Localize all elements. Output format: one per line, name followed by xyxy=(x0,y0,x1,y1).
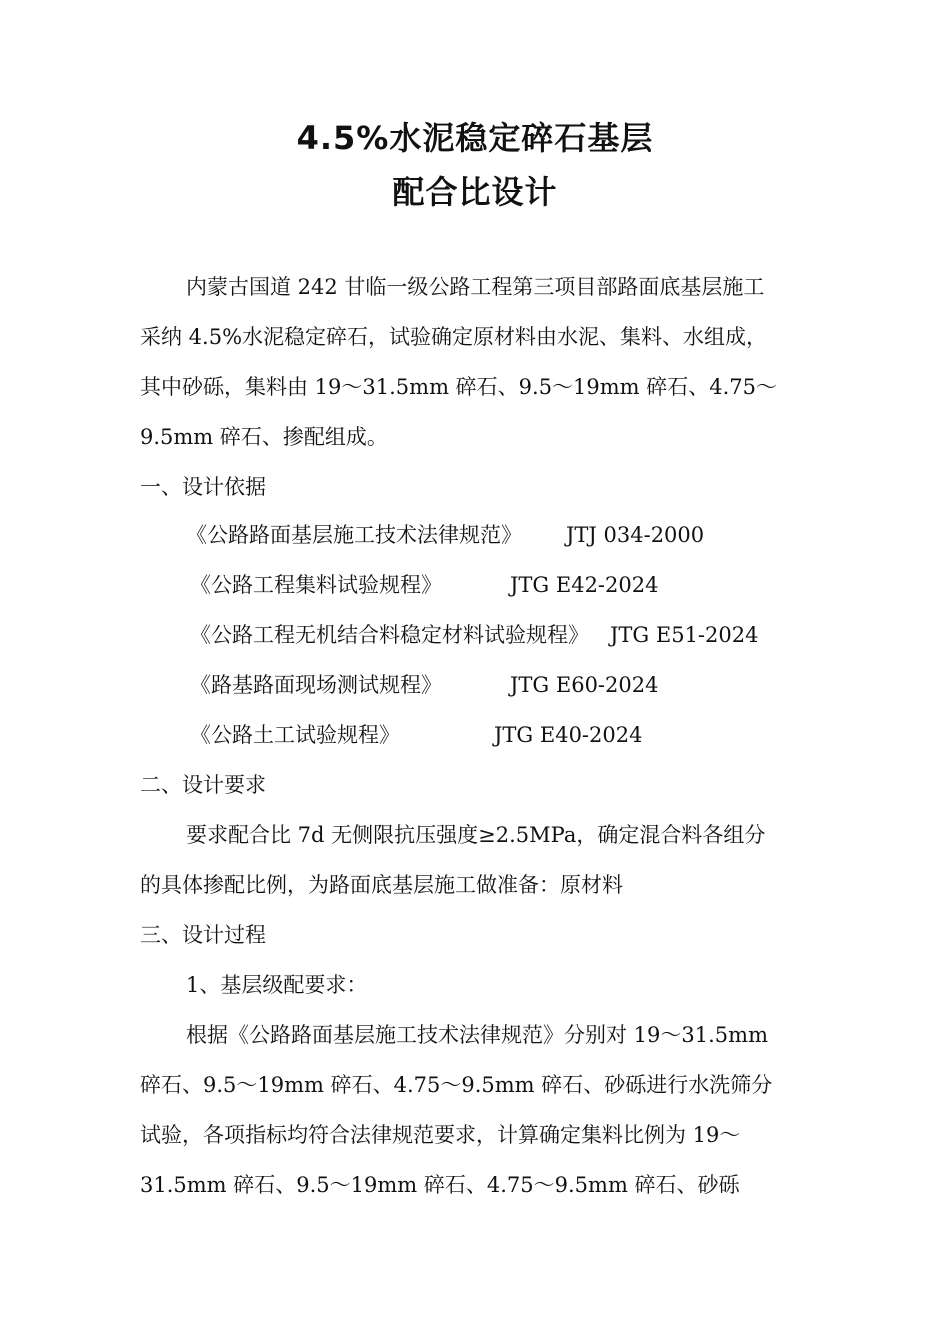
requirement-line: 的具体掺配比例，为路面底基层施工做准备：原材料 xyxy=(140,873,623,897)
standard-code: JTG E60-2024 xyxy=(510,673,659,697)
standard-name: 《路基路面现场测试规程》 xyxy=(190,673,442,697)
standard-code: JTG E51-2024 xyxy=(610,623,759,647)
standard-name: 《公路路面基层施工技术法律规范》 xyxy=(186,523,522,547)
standard-code: JTJ 034-2000 xyxy=(566,523,705,547)
section-heading-requirements: 二、设计要求 xyxy=(140,773,266,797)
standard-name: 《公路土工试验规程》 xyxy=(190,723,400,747)
process-line: 碎石、9.5～19mm 碎石、4.75～9.5mm 碎石、砂砾进行水洗筛分 xyxy=(140,1073,773,1097)
subsection-heading: 1、基层级配要求： xyxy=(186,973,368,997)
process-line: 根据《公路路面基层施工技术法律规范》分别对 19～31.5mm xyxy=(186,1023,768,1047)
intro-line: 内蒙古国道 242 甘临一级公路工程第三项目部路面底基层施工 xyxy=(186,275,765,299)
standard-code: JTG E42-2024 xyxy=(510,573,659,597)
section-heading-basis: 一、设计依据 xyxy=(140,475,266,499)
intro-line: 9.5mm 碎石、掺配组成。 xyxy=(140,425,388,449)
document-title-line1: 4.5%水泥稳定碎石基层 xyxy=(296,119,654,157)
intro-line: 采纳 4.5%水泥稳定碎石，试验确定原材料由水泥、集料、水组成， xyxy=(140,325,768,349)
process-line: 31.5mm 碎石、9.5～19mm 碎石、4.75～9.5mm 碎石、砂砾 xyxy=(140,1173,740,1197)
standard-name: 《公路工程无机结合料稳定材料试验规程》 xyxy=(190,623,589,647)
section-heading-process: 三、设计过程 xyxy=(140,923,266,947)
process-line: 试验，各项指标均符合法律规范要求，计算确定集料比例为 19～ xyxy=(140,1123,741,1147)
intro-line: 其中砂砾，集料由 19～31.5mm 碎石、9.5～19mm 碎石、4.75～ xyxy=(140,375,778,399)
standard-code: JTG E40-2024 xyxy=(494,723,643,747)
standard-name: 《公路工程集料试验规程》 xyxy=(190,573,442,597)
document-title-line2: 配合比设计 xyxy=(392,173,558,211)
requirement-line: 要求配合比 7d 无侧限抗压强度≥2.5MPa，确定混合料各组分 xyxy=(186,823,766,847)
